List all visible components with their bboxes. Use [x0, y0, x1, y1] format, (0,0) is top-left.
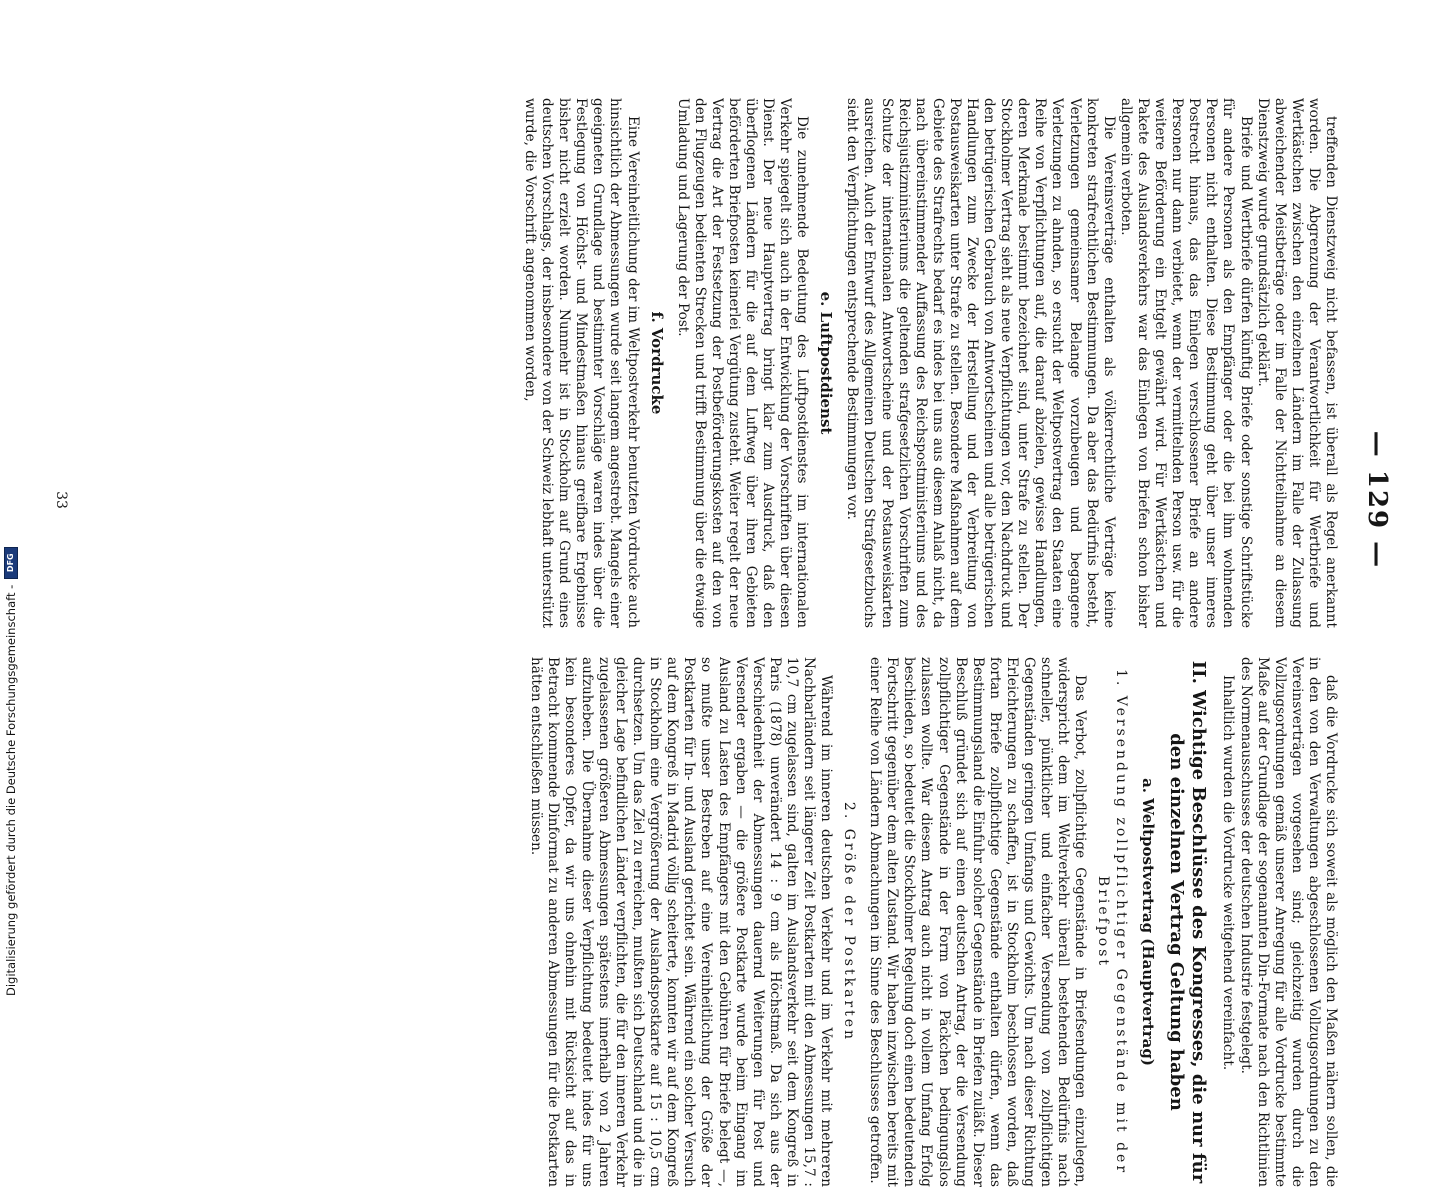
- folio-number: 33: [53, 491, 69, 509]
- subsection-heading-postkarten: 2. Größe der Postkarten: [841, 801, 858, 1043]
- paragraph: Das Verbot, zollpflichtige Gegenstände in Briefsendungen einzulegen, widerspricht dem im Weltverkehr überall bestehenden Bedürfnis nach schneller, pünktlicher und einfacher Versendung von zollpflichtigen Gegenständen geringen Umfangs und Gewichts. Um nach dieser Richtung Erleichterungen zu schaffen, ist in Stockholm beschlossen worden, daß fortan Briefe zollpflichtige Gegenstände enthalten dürfen, wenn das Bestimmungsland die Einfuhr solcher Gegenstände in Briefen zuläßt. Dieser Beschluß gründet sich auf einen deutschen Antrag, der die Versendung zollpflichtiger Gegenstände in der Form von Päckchen bedingungslos zulassen wollte. War diesem Antrag auch nicht in vollem Umfang Erfolg beschieden, so bedeutet die Stockholmer Regelung doch einen bedeutenden Fortschritt gegenüber dem alten Zustand. Wir haben inzwischen bereits mit einer Reihe von Ländern Abmachungen im Sinne des Beschlusses getroffen.: [867, 657, 1089, 1187]
- paragraph: Briefe und Wertbriefe dürfen künftig Briefe oder sonstige Schriftstücke für andere Personen als den Empfänger oder die bei ihm wohnenden Personen nicht enthalten. Diese Bestimmung geht über unser inneres Postrecht hinaus, das das Einlegen verschlossener Briefe an andere Personen nur dann verbietet, wenn der vermittelnden Person usw. für die weitere Beförderung ein Entgelt gewährt wird. Für Wertkästchen und Pakete des Auslandsverkehrs war das Einlegen von Briefen schon bisher allgemein verboten.: [1117, 98, 1254, 628]
- paragraph: Die Vereinsverträge enthalten als völkerrechtliche Verträge keine konkreten strafrechtlichen Bestimmungen. Da aber das Bedürfnis besteht, Verletzungen gemeinsamer Belange vorzubeugen und begangene Verletzungen zu ahnden, so ersucht der Weltpostvertrag den Staaten eine Reihe von Verpflichtungen auf, die darauf abzielen, gewisse Handlungen, deren Merkmale bestimmt bezeichnet sind, unter Strafe zu stellen. Der Stockholmer Vertrag sieht als neue Verpflichtungen vor, den Nachdruck und den betrügerischen Gebrauch von Antwortscheinen und alle betrügerischen Handlungen zum Zwecke der Herstellung und der Verbreitung von Postausweiskarten unter Strafe zu stellen. Besondere Maßnahmen auf dem Gebiete des Strafrechts bedarf es indes bei uns aus diesem Anlaß nicht, da nach übereinstimmender Auffassung des Reichspostministeriums und des Reichsjustizministeriums die geltenden strafgesetzlichen Vorschriften zum Schutze der internationalen Antwortscheine und der Postausweiskarten ausreichen. Auch der Entwurf des Allgemeinen Deutschen Strafgesetzbuchs sieht den Verpflichtungen entsprechende Bestimmungen vor.: [844, 98, 1117, 628]
- left-column: [99, 98, 1339, 628]
- section-heading-weltpostvertrag: a. Weltpostvertrag (Hauptvertrag): [1139, 778, 1158, 1066]
- digitization-caption: [4, 547, 18, 996]
- paragraph: Die zunehmende Bedeutung des Luftpostdienstes im internationalen Verkehr spiegelt sich auch in der Entwicklung der Vorschriften über diesen Dienst. Der neue Hauptvertrag bringt klar zum Ausdruck, daß den überflogenen Ländern für die auf dem Luftweg über ihren Gebieten beförderten Briefposten keinerlei Vergütung zusteht. Weiter regelt der neue Vertrag die Art der Festsetzung der Postbeförderungskosten auf den von den Flugzeugen bedienten Strecken und trifft Bestimmung über die etwaige Umladung und Lagerung der Post.: [674, 98, 811, 628]
- paragraph: daß die Vordrucke sich soweit als möglich den Maßen nähern sollen, die in den von den Verwaltungen abgeschlossenen Vollzugsordnungen zu den Vereinsverträgen vorgesehen sind; gleichzeitig wurden durch die Vollzugsordnungen gemäß unserer Anregung für alle Vordrucke bestimmte Maße auf der Grundlage der sogenannten Din-Formate nach den Richtlinien des Normenausschusses der deutschen Industrie festgelegt.: [1237, 657, 1339, 1187]
- paragraph: Während im inneren deutschen Verkehr und im Verkehr mit mehreren Nachbarländern seit längerer Zeit Postkarten mit den Abmessungen 15,7 : 10,7 cm zugelassen sind, galten im Auslandsverkehr seit dem Kongreß in Paris (1878) unverändert 14 : 9 cm als Höchstmaß. Da sich aus der Verschiedenheit der Abmessungen dauernd Weiterungen für Post und Versender ergaben — die größere Postkarte wurde beim Eingang im Ausland zu Lasten des Empfängers mit den Gebühren für Briefe belegt —, so mußte unser Bestreben auf eine Vereinheitlichung der Größe der Postkarten für In- und Ausland gerichtet sein. Während ein solcher Versuch auf dem Kongreß in Madrid völlig scheiterte, konnten wir auf dem Kongreß in Stockholm eine Vergrößerung der Auslandspostkarte auf 15 : 10,5 cm durchsetzen. Um das Ziel zu erreichen, mußten sich Deutschland und die in gleicher Lage befindlichen Länder verpflichten, die für den inneren Verkehr zugelassenen größeren Abmessungen spätestens innerhalb von 2 Jahren aufzuheben. Die Übernahme dieser Verpflichtung bedeutet indes für uns kein besonderes Opfer, da wir uns ohnehin mit Rücksicht auf das in Betracht kommende Dinformat zu anderen Abmessungen für die Postkarten hätten entschließen müssen.: [527, 657, 835, 1187]
- paragraph: Inhaltlich wurden die Vordrucke weitgehend vereinfacht.: [1220, 675, 1237, 1071]
- section-heading-luftpostdienst: e. Luftpostdienst: [817, 291, 836, 435]
- paragraph: Eine Vereinheitlichung der im Weltpostverkehr benutzten Vordrucke auch hinsichtlich der Abmessungen wurde seit langem angestrebt. Mangels einer geeigneten Grundlage und bestimmter Vorschläge waren indes über die Festlegung von Höchst- und Mindestmaßen hinaus greifbare Ergebnisse bisher nicht erzielt worden. Nunmehr ist in Stockholm auf Grund eines deutschen Vorschlags, der insbesondere von der Schweiz lebhaft unterstützt wurde, die Vorschrift angenommen worden,: [521, 98, 641, 628]
- dfg-logo-icon: DFG: [4, 547, 18, 579]
- paragraph: treffenden Dienstzweig nicht befassen, ist überall als Regel anerkannt worden. Die Abgrenzung der Verantwortlichkeit für Wertbriefe und Wertkästchen zwischen den einzelnen Ländern im Falle der Zulassung abweichender Meistbeträge oder im Falle der Nichtteilnahme an diesem Dienstzweig wurde grundsätzlich geklärt.: [1254, 98, 1339, 628]
- section-heading-vordrucke: f. Vordrucke: [647, 311, 666, 415]
- right-column: [99, 657, 1339, 1187]
- caption-text: Digitalisierung gefördert durch die Deutsche Forschungsgemeinschaft -: [4, 584, 18, 996]
- chapter-heading: II. Wichtige Beschlüsse des Kongresses, die nur für den einzelnen Vertrag Geltung haben: [1166, 660, 1210, 1184]
- page-number: — 129 —: [1362, 430, 1392, 570]
- subsection-heading-versendung: 1. Versendung zollpflichtiger Gegenstände mit der Briefpost: [1095, 668, 1130, 1176]
